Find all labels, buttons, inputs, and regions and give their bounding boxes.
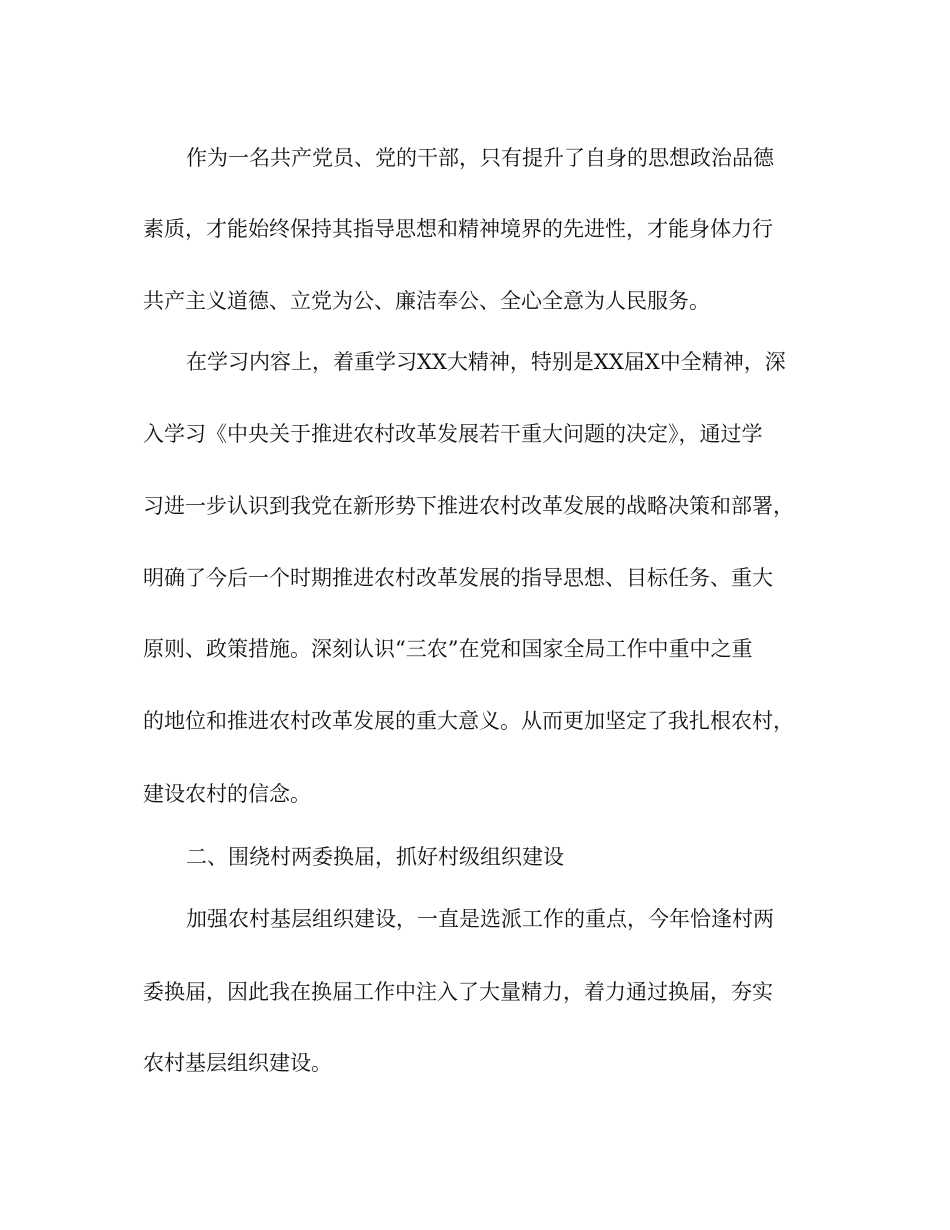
paragraph-2-line-5: 原则、政策措施。深刻认识“三农”在党和国家全局工作中重中之重 xyxy=(143,637,753,661)
paragraph-3-line-2: 委换届，因此我在换届工作中注入了大量精力，着力通过换届，夯实 xyxy=(143,980,773,1004)
paragraph-3-line-1: 加强农村基层组织建设，一直是选派工作的重点，今年恰逢村两 xyxy=(186,907,774,931)
paragraph-2-line-4: 明确了今后一个时期推进农村改革发展的指导思想、目标任务、重大 xyxy=(143,566,773,590)
paragraph-1-line-2: 素质，才能始终保持其指导思想和精神境界的先进性，才能身体力行 xyxy=(143,217,773,241)
section-heading: 二、围绕村两委换届，抓好村级组织建设 xyxy=(186,845,564,869)
paragraph-1-line-3: 共产主义道德、立党为公、廉洁奉公、全心全意为人民服务。 xyxy=(143,289,710,313)
paragraph-2-line-1: 在学习内容上，着重学习XX大精神，特别是XX届X中全精神，深 xyxy=(186,350,786,374)
paragraph-2-line-6: 的地位和推进农村改革发展的重大意义。从而更加坚定了我扎根农村， xyxy=(143,709,794,733)
paragraph-2-line-2: 入学习《中央关于推进农村改革发展若干重大问题的决定》，通过学 xyxy=(143,422,763,446)
paragraph-1-line-1: 作为一名共产党员、党的干部，只有提升了自身的思想政治品德 xyxy=(186,146,774,170)
paragraph-2-line-7: 建设农村的信念。 xyxy=(143,782,311,806)
paragraph-2-line-3: 习进一步认识到我党在新形势下推进农村改革发展的战略决策和部署， xyxy=(143,494,794,518)
paragraph-3-line-3: 农村基层组织建设。 xyxy=(143,1051,332,1075)
